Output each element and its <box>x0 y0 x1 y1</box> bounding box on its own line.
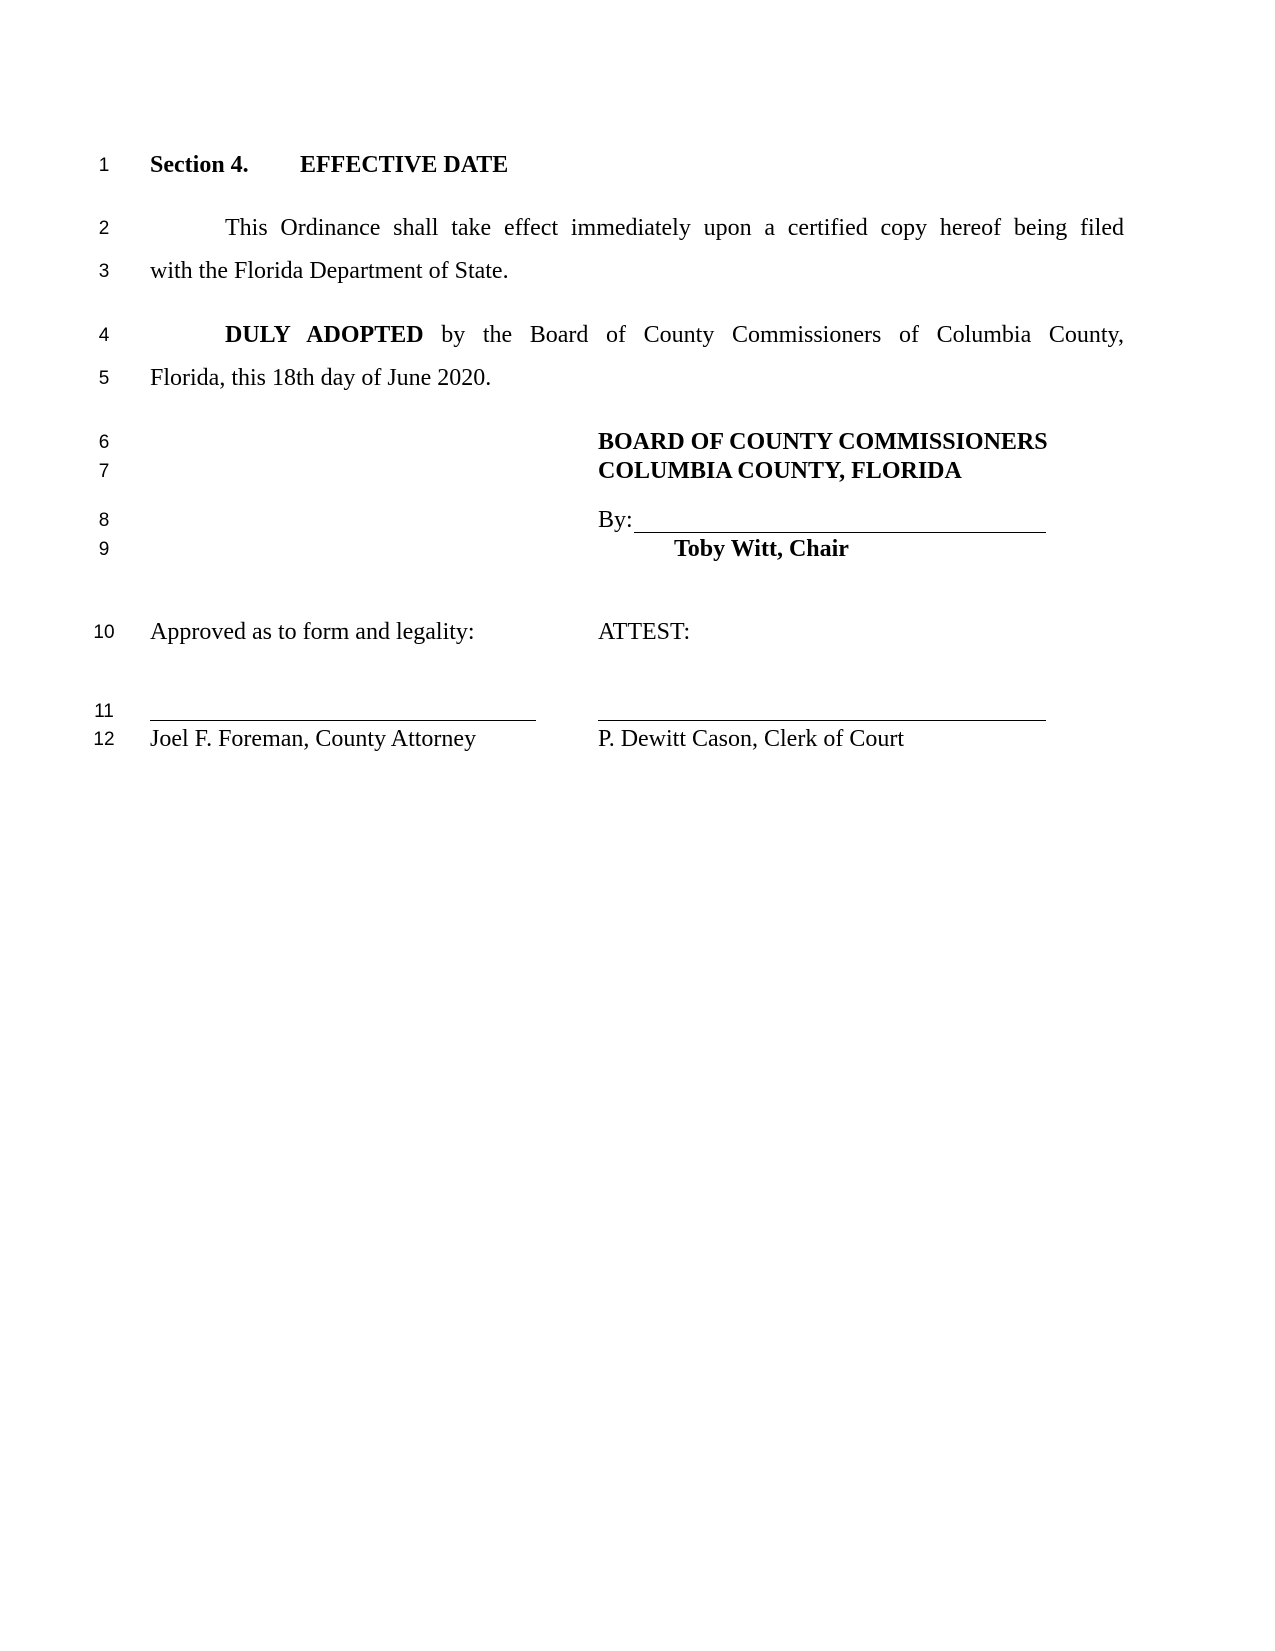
attest-label: ATTEST: <box>598 619 691 645</box>
line-number-11: 11 <box>94 701 114 722</box>
line-number-4: 4 <box>98 325 110 346</box>
board-title-line-1: BOARD OF COUNTY COMMISSIONERS <box>598 429 1048 455</box>
line-number-10: 10 <box>93 622 115 643</box>
line-number-7: 7 <box>98 461 110 482</box>
paragraph-2-line-1 <box>150 321 1124 349</box>
clerk-signer-name: P. Dewitt Cason, Clerk of Court <box>598 726 904 752</box>
line-number-1: 1 <box>98 155 110 176</box>
section-title: EFFECTIVE DATE <box>300 152 509 178</box>
paragraph-1-line-1 <box>150 214 1124 242</box>
section-label: Section 4. <box>150 152 249 178</box>
line-number-9: 9 <box>98 539 110 560</box>
approval-label: Approved as to form and legality: <box>150 619 475 645</box>
line-number-3: 3 <box>98 261 110 282</box>
line-number-5: 5 <box>98 368 110 389</box>
by-label: By: <box>598 507 633 533</box>
clerk-signature-line <box>598 720 1046 721</box>
line-number-6: 6 <box>98 432 110 453</box>
chair-signer-name: Toby Witt, Chair <box>674 536 849 562</box>
paragraph-2-line-2: Florida, this 18th day of June 2020. <box>150 365 492 391</box>
chair-signature-line <box>634 532 1046 533</box>
paragraph-2-line-1-rest: by the Board of County Commissioners of Columbia County, <box>423 322 1124 348</box>
line-number-8: 8 <box>98 510 110 531</box>
duly-adopted-lead: DULY ADOPTED <box>225 322 424 348</box>
line-number-12: 12 <box>93 729 115 750</box>
board-title-line-2: COLUMBIA COUNTY, FLORIDA <box>598 458 962 484</box>
line-number-2: 2 <box>98 218 110 239</box>
attorney-signer-name: Joel F. Foreman, County Attorney <box>150 726 477 752</box>
paragraph-1-line-2: with the Florida Department of State. <box>150 258 509 284</box>
paragraph-1-line-1-text: This Ordinance shall take effect immediately upon a certified copy hereof being filed <box>225 215 1124 241</box>
attorney-signature-line <box>150 720 536 721</box>
